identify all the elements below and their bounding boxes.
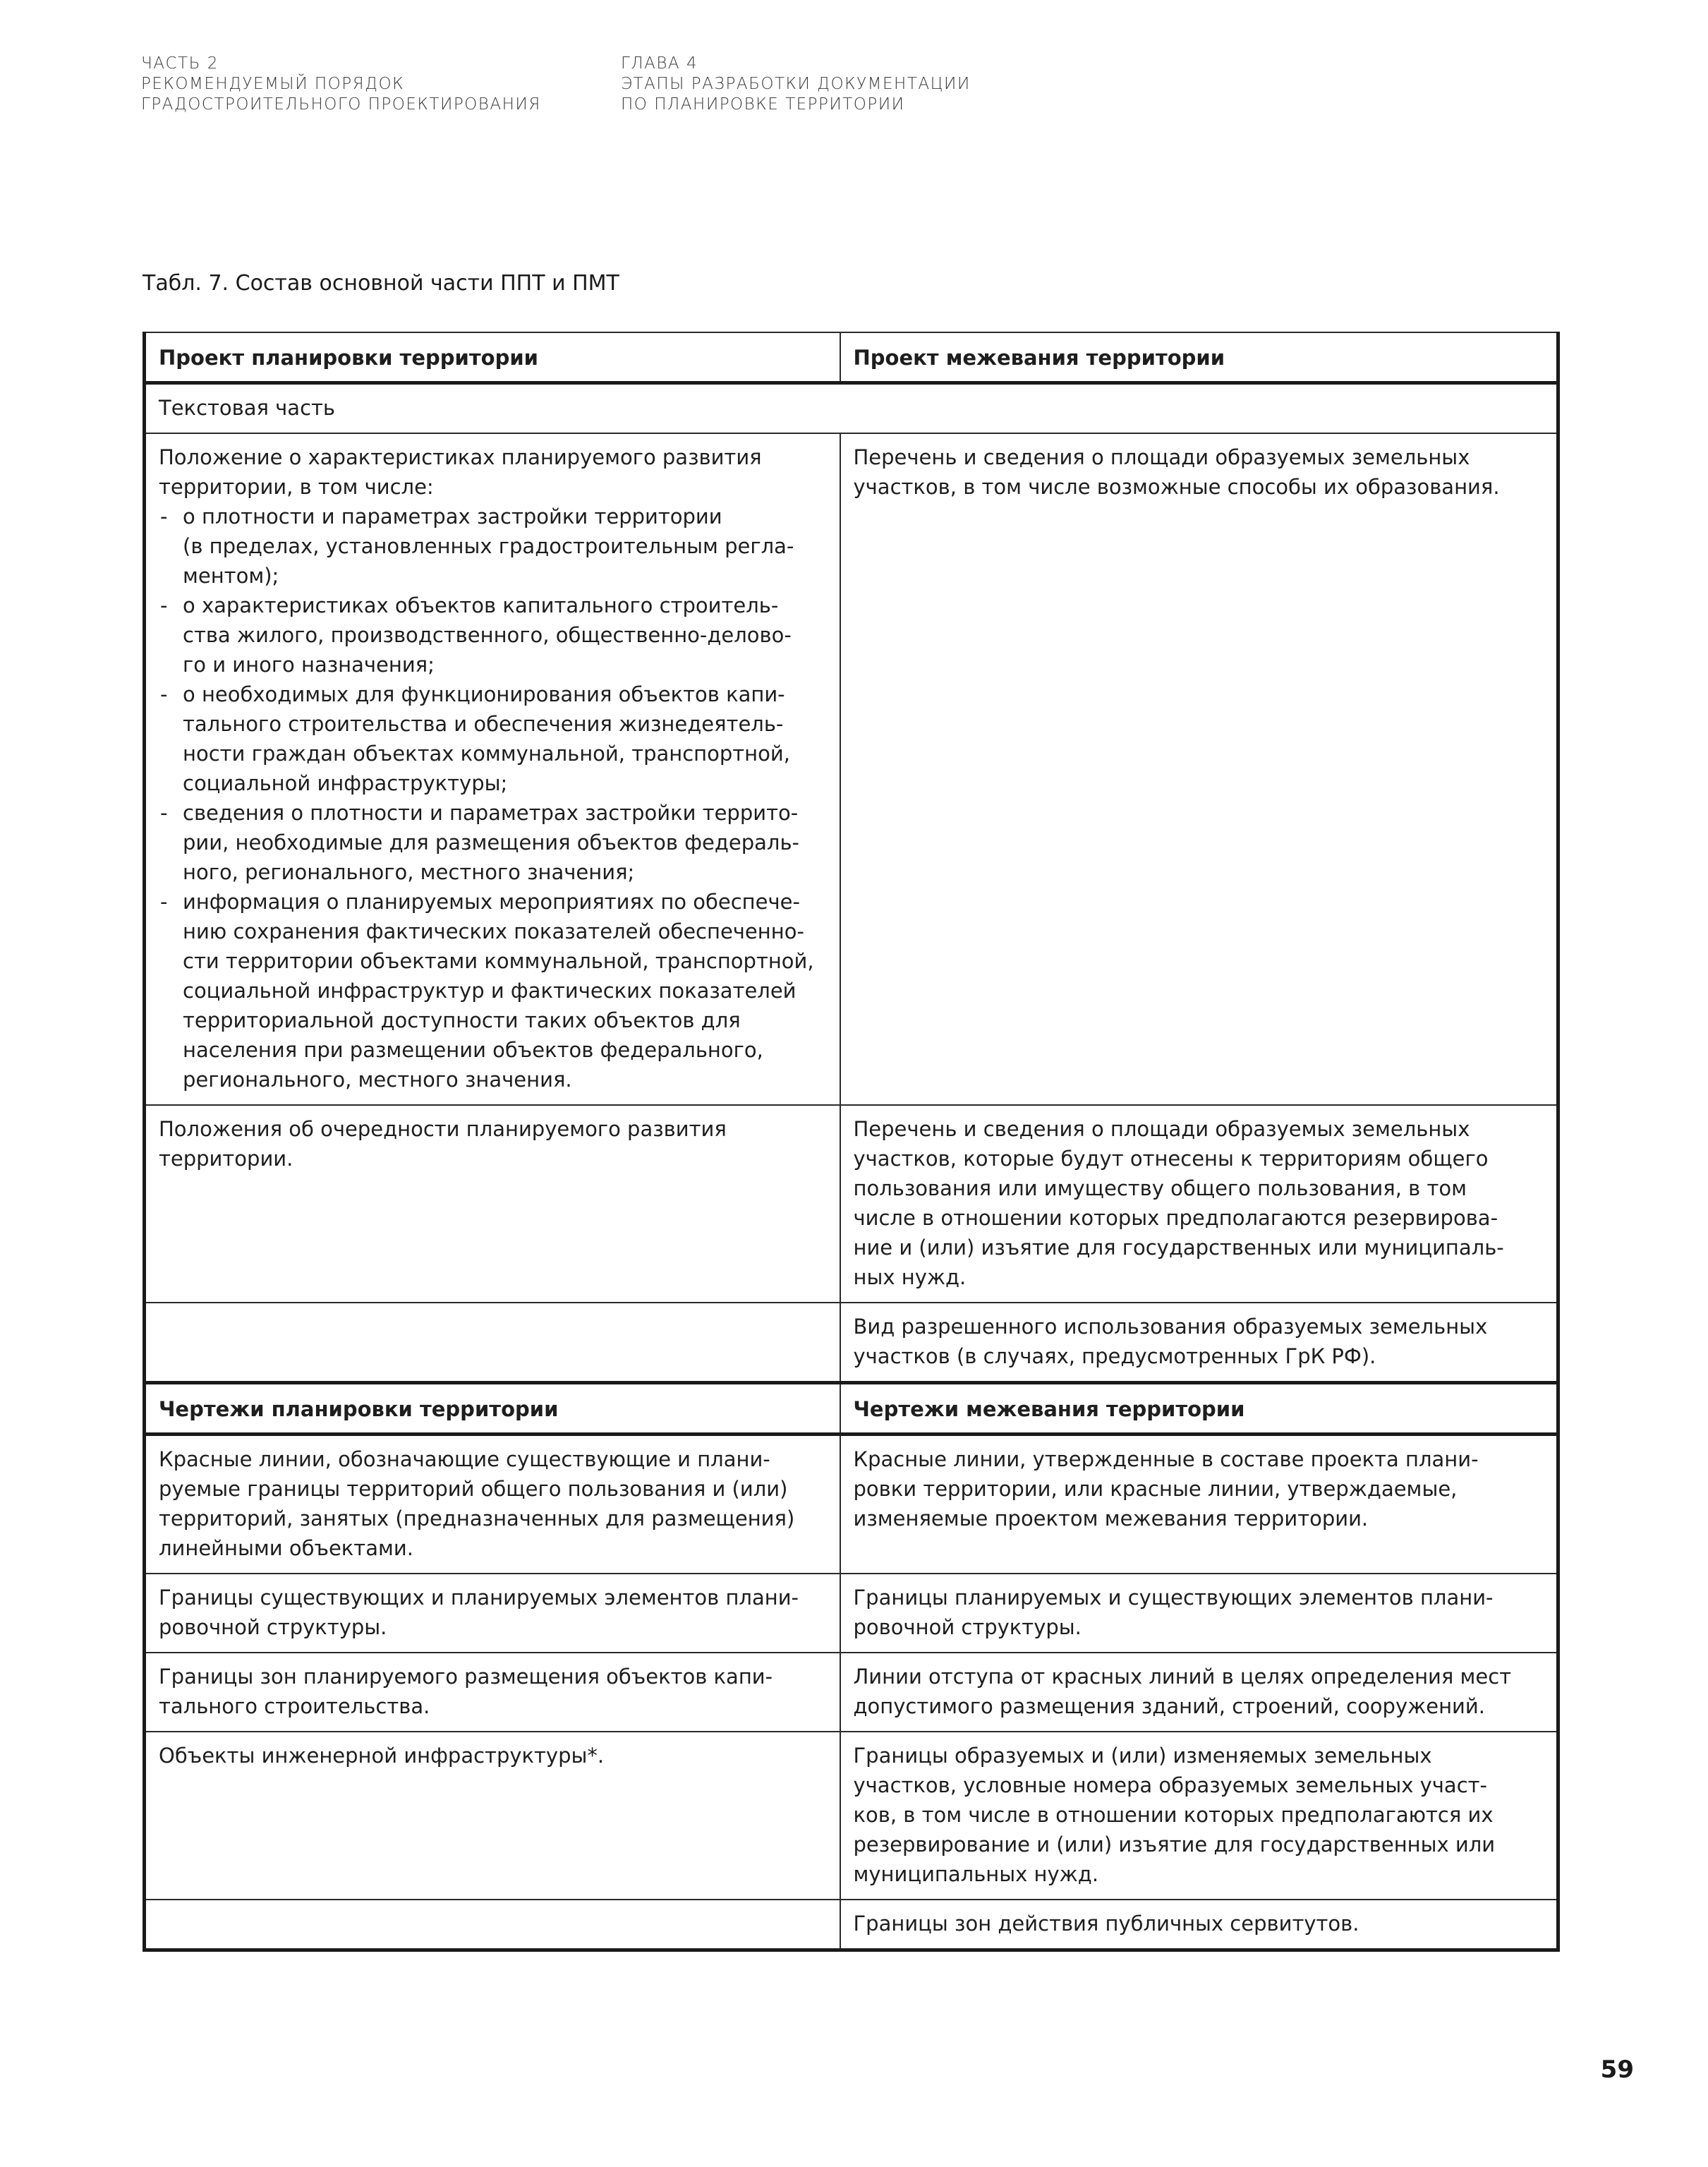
table-row: [145, 1105, 1558, 1303]
table-cell-surveying: [840, 1105, 1558, 1303]
cell-text: Положения об очередности планируемого развития территории.: [159, 1117, 727, 1171]
running-head-chapter: [621, 54, 971, 115]
table-cell-planning: [145, 1303, 840, 1383]
table-row: [145, 433, 1558, 1105]
cell-text: Красные линии, обозначающие существующие и плани- руемые границы территорий общего пользования и (или) территорий, занятых (предназначенных для размещения) линейными объектами.: [159, 1447, 795, 1560]
header-planning-project: Проект планировки территории: [145, 332, 840, 383]
cell-intro: Положение о характеристиках планируемого развития территории, в том числе:: [159, 445, 762, 499]
list-item: - сведения о плотности и параметрах застройки террито- рии, необходимые для размещения объектов федераль- ного, регионального, местного значения;: [159, 798, 827, 887]
table-row: [145, 1574, 1558, 1653]
table-cell-surveying: [840, 1303, 1558, 1383]
section-label-text: Текстовая часть: [145, 383, 1558, 434]
list-item: - о необходимых для функционирования объектов капи- тального строительства и обеспечения жизнедеятель- ности граждан объектах коммунальной, транспортной, социальной инфраструктуры;: [159, 680, 827, 798]
running-head-part: [141, 54, 541, 115]
table-row: [145, 1653, 1558, 1732]
cell-text: Границы образуемых и (или) изменяемых земельных участков, условные номера образуемых земельных участ- ков, в том числе в отношении которых предполагаются их резервирование и (или) изъятие для государственных или муниципальных нужд.: [853, 1744, 1496, 1886]
table-cell-surveying: [840, 1732, 1558, 1900]
bullet-list: [159, 502, 827, 1094]
table-cell-surveying: [840, 1653, 1558, 1732]
table-row: [145, 1900, 1558, 1950]
running-head-part-line: ЧАСТЬ 2: [141, 54, 219, 73]
table-cell-planning: [145, 1653, 840, 1732]
list-item: - о характеристиках объектов капитального строитель- ства жилого, производственного, общественно-делово- го и иного назначения;: [159, 591, 827, 680]
table-cell-surveying: [840, 1900, 1558, 1950]
running-head-part-line: РЕКОМЕНДУЕМЫЙ ПОРЯДОК: [141, 75, 405, 93]
cell-text: Границы зон планируемого размещения объектов капи- тального строительства.: [159, 1665, 773, 1718]
header-surveying-drawings: Чертежи межевания территории: [840, 1383, 1558, 1435]
cell-text: Перечень и сведения о площади образуемых земельных участков, в том числе возможные способы их образования.: [853, 445, 1500, 499]
cell-text: Красные линии, утвержденные в составе проекта плани- ровки территории, или красные линии, утверждаемые, изменяемые проектом межевания территории.: [853, 1447, 1479, 1531]
cell-text: Объекты инженерной инфраструктуры*.: [159, 1744, 605, 1768]
table-cell-surveying: [840, 433, 1558, 1105]
table-caption: Табл. 7. Состав основной части ППТ и ПМТ: [143, 271, 619, 296]
table-cell-planning: [145, 1105, 840, 1303]
running-head-chapter-line: ГЛАВА 4: [621, 54, 698, 73]
table-row: [145, 1435, 1558, 1574]
table-cell-planning: [145, 1435, 840, 1574]
table-header-row: [145, 332, 1558, 383]
running-head-part-line: ГРАДОСТРОИТЕЛЬНОГО ПРОЕКТИРОВАНИЯ: [141, 95, 541, 114]
running-head-chapter-line: ЭТАПЫ РАЗРАБОТКИ ДОКУМЕНТАЦИИ: [621, 75, 971, 93]
page-number: 59: [1600, 2056, 1634, 2084]
table-cell-surveying: [840, 1435, 1558, 1574]
table-row: [145, 1732, 1558, 1900]
list-item: - о плотности и параметрах застройки территории (в пределах, установленных градостроительным регла- ментом);: [159, 502, 827, 591]
composition-table: [143, 332, 1560, 1952]
table-cell-planning: [145, 1732, 840, 1900]
cell-text: Границы планируемых и существующих элементов плани- ровочной структуры.: [853, 1586, 1494, 1639]
cell-text: Границы существующих и планируемых элементов плани- ровочной структуры.: [159, 1586, 799, 1639]
section-row-text: [145, 383, 1558, 434]
cell-text: Линии отступа от красных линий в целях определения мест допустимого размещения зданий, строений, сооружений.: [853, 1665, 1512, 1718]
list-item: - информация о планируемых мероприятиях по обеспече- нию сохранения фактических показателей обеспеченно- сти территории объектами коммунальной, транспортной, социальной инфраструктур и фактических показателей территориальной доступности таких объектов для населения при размещении объектов федерального, регионального, местного значения.: [159, 887, 827, 1094]
cell-text: Вид разрешенного использования образуемых земельных участков (в случаях, предусмотренных ГрК РФ).: [853, 1315, 1488, 1368]
cell-text: Перечень и сведения о площади образуемых земельных участков, которые будут отнесены к территориям общего пользования или имуществу общего пользования, в том числе в отношении которых предполагаются резервирова- ние и (или) изъятие для государственных или муниципаль- ных нужд.: [853, 1117, 1504, 1289]
table-cell-planning: [145, 1574, 840, 1653]
header-surveying-project: Проект межевания территории: [840, 332, 1558, 383]
header-planning-drawings: Чертежи планировки территории: [145, 1383, 840, 1435]
table-row: [145, 1303, 1558, 1383]
table-cell-planning: [145, 1900, 840, 1950]
table-cell-planning: [145, 433, 840, 1105]
cell-text: Границы зон действия публичных сервитутов.: [853, 1912, 1359, 1936]
running-head-chapter-line: ПО ПЛАНИРОВКЕ ТЕРРИТОРИИ: [621, 95, 905, 114]
drawings-header-row: [145, 1383, 1558, 1435]
table-cell-surveying: [840, 1574, 1558, 1653]
